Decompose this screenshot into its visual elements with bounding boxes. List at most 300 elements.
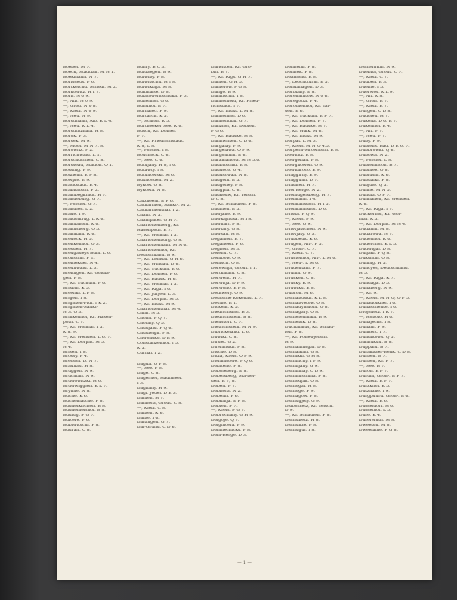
index-entry: —, Neu. F 7. (359, 134, 387, 139)
index-entry: —, Moor. M N 7. 8. (63, 144, 105, 149)
index-entry: Dahnera, Grodt. C 8. (137, 401, 183, 406)
index-entry: Borstmann, Alb. K L 4. (63, 119, 113, 124)
index-entry: —, Kr. Windau. D 6. (137, 263, 180, 268)
index-entry: Bublwitschi. P 8. (63, 424, 100, 429)
index-entry: —, Grod. N 0 8. (63, 105, 97, 110)
index-entry: Brinkenhof, Kr. Hasen- (63, 316, 113, 321)
index-entry: F G 6. (211, 129, 225, 134)
index-entry: —, Alb. N 0 9. (63, 100, 94, 105)
index-entry: Chwolisko. D E 9. (137, 336, 176, 341)
index-entry: Doregotta. P 4. (285, 100, 319, 105)
index-entry: Dubuaiki. F 8. (359, 178, 390, 183)
index-entry: Derwono. E F 8. (211, 286, 247, 291)
index-entry: —, Kreis. P 9. (285, 218, 315, 223)
index-entry: —, Kr. Dorpat. M N 4. (359, 223, 407, 227)
index-entry: Dunäm. F 9. (359, 326, 386, 331)
index-entry: Dargoninm. E 6. (211, 154, 247, 159)
index-entry: Dahlen. H 7. (137, 396, 165, 401)
index-entry: Dschabuskii. K L 8. (285, 296, 328, 301)
index-entry: D 9. (285, 409, 294, 414)
index-entry: —, Kr. 9. (359, 291, 378, 296)
index-entry: —, Kr. Illuxt. M 9. (137, 302, 176, 307)
index-entry: Doboleberg. E 8. (211, 370, 248, 375)
index-column-1 (63, 66, 135, 556)
index-entry: Dutzhane. I 9. (359, 389, 390, 394)
index-entry: Damerow. F G 8. (211, 85, 248, 90)
index-entry: Borisseus. P 6. (63, 80, 96, 85)
index-entry: Bramkahl. K 6. (63, 232, 96, 237)
index-entry: Dolginowa. P 9. (211, 424, 246, 429)
index-entry: Brollschn. P 1. (63, 257, 95, 262)
index-entry: Duuben. E 3. (359, 80, 388, 85)
index-entry: Derwnja. D F 9. (211, 281, 246, 286)
index-entry: D C 8. (211, 198, 225, 203)
index-entry: Duron. E F 7. (359, 370, 389, 375)
index-entry: Demsch. O 8. (211, 262, 241, 267)
index-entry: —, Kr. Wolmar. I 5. (63, 326, 104, 331)
index-entry: Braidolkrug. L K 6. (63, 218, 105, 223)
gazetteer-page (57, 6, 432, 580)
index-entry: richstadt. I 7. (211, 105, 241, 110)
index-entry: Braunau. H 8. (63, 365, 94, 370)
index-entry: Dschabvetow. O 8. (285, 301, 326, 306)
index-entry: Duhnalien, Kr. Wenden. (359, 198, 411, 203)
index-entry: Bredeck. H 5. (63, 237, 94, 242)
index-entry: Bulwitschü. H I 8. (137, 80, 177, 85)
index-entry: Dargelawa. O P 9. (211, 149, 251, 154)
index-entry: Dawnari. F 8. (211, 223, 241, 227)
index-entry: Dobkinja. E F 8. (211, 399, 247, 404)
index-entry: len. F 8. (285, 330, 303, 335)
index-entry: Duchaimus, Kr. Schau- (285, 326, 335, 331)
index-entry: —, Kr. Schaulen. F 8. (211, 203, 257, 208)
index-entry: —, Kr. Riga. K 7. (359, 276, 395, 281)
index-entry: Duckerhof, Kr. Wol- (359, 213, 402, 218)
index-entry: —, Kr. Tuckum. E 6. (137, 268, 181, 273)
index-entry: Bykow. O 8. (137, 183, 163, 188)
index-entry: Buddelkirchen. B 8. (63, 404, 107, 409)
index-entry: Bulwiklaja. M 8. (137, 85, 173, 90)
index-entry: —, Kr. Illuxt. M 9. (285, 134, 324, 139)
index-entry: Dschogal. H 8. (285, 384, 318, 389)
index-entry: —, Kr. Bauske. H 7. (285, 124, 328, 129)
index-entry: Borowitz. P 2. (63, 149, 94, 154)
index-entry: —, Kr. Wenden. L 6. 7. (63, 335, 112, 340)
index-entry: Chudjald. P Q 6. (137, 327, 173, 332)
index-entry: Ditza, Kreis. O P 9. (211, 355, 253, 360)
index-entry: Dudenhof. K 6. (359, 237, 392, 242)
index-entry: Dirwanskii. F 8. (211, 345, 246, 350)
index-entry: Brigen. I 8. (63, 296, 88, 301)
index-entry: Champater. G H 7. (137, 219, 178, 224)
index-entry: Drissa. P Q 9. (285, 213, 315, 218)
index-entry: Dsiborzetz, Kr. Telsch. (285, 404, 334, 409)
index-entry: Dreimannshof. D 6. (285, 208, 328, 213)
index-entry: Duebba, Grodt. C 7. (359, 70, 403, 75)
index-entry: Dschagary. O 8. (285, 311, 320, 316)
index-entry: Dannwitten. C D 6. (211, 139, 253, 144)
index-entry: Doblen. F 7. (211, 404, 238, 409)
index-entry: —, Kleiz. C 8. (137, 406, 167, 411)
index-entry: Dorpat. L M 3. (285, 139, 317, 144)
index-entry: Burtneeker See. K 6. (137, 124, 183, 129)
index-entry: Doamond. E 8. (285, 75, 318, 80)
index-entry: Dertkinam. C 8. (211, 272, 246, 277)
index-column-3 (211, 66, 283, 556)
index-entry: K 5. (137, 346, 146, 351)
index-entry: Brisen. I 8. (63, 350, 87, 355)
index-entry: Dusseldorf. H 6. (359, 404, 395, 409)
index-entry: —, Kr. Bauske. H 8. (211, 134, 254, 139)
index-entry: Buluaegen. B 9. (137, 70, 172, 75)
index-entry: Brackstädt. E 4. (63, 183, 99, 188)
index-entry: —, Kr. Wolmar. I 5. (137, 282, 178, 287)
index-column-4 (285, 66, 357, 556)
index-entry: Duerwes. K L 9. (359, 90, 394, 95)
index-entry: Diedrichshof. B 3. (211, 311, 251, 316)
index-entry: Chudleigh. P 8. (137, 332, 171, 337)
index-entry: —, Leochtturm. E 5. (285, 80, 329, 85)
index-entry: —, Kreis. F G 7. (211, 409, 246, 414)
index-entry: Boeck, Stadtian. M N 1. (63, 70, 116, 75)
index-entry: Born. N 0 9. (63, 95, 90, 100)
index-entry: Dawkajnusa. H I 8. (211, 218, 253, 223)
index-entry: Dobelsberg, Sta-bei- (211, 375, 256, 380)
index-entry: Brade. I 9. (63, 213, 86, 218)
index-entry: —, See. B 7. (359, 365, 386, 370)
index-entry: Dschugur. I 8. (285, 429, 316, 434)
index-entry: —, See. O 9. (285, 223, 312, 227)
index-entry: Dobhera. N 2. (211, 389, 242, 394)
index-entry: Dschoge. F 9. (285, 389, 315, 394)
index-entry: Buchematche. P 8. (63, 399, 104, 404)
index-entry: Drusky. K 9. (285, 281, 312, 286)
index-entry: Dschefehmikii. B 9. (285, 316, 328, 321)
index-entry: Breunwald. L 3. (63, 267, 98, 272)
index-entry: Durzkhof. K 5. (359, 384, 391, 389)
index-entry: Diedrichstein. B 8. (211, 316, 252, 321)
index-entry: Daramanova. M N 5.6. (211, 159, 261, 164)
index-entry: Charlottenburg. O 8. (137, 238, 183, 243)
index-entry: —, Alt. F 7. (359, 129, 384, 134)
index-entry: —, Kr. Bausk. H 6. (137, 278, 177, 283)
index-entry: Dundaga. D 5. (359, 281, 391, 286)
index-entry: Draggirny. E 9. (285, 173, 318, 178)
index-entry: Daudscwaa. N 8. (211, 173, 248, 178)
index-entry: den. E 7, 8. (211, 380, 236, 384)
index-entry: Dükenhof. E 4. (359, 124, 392, 129)
index-entry: Borsseau, Station. O 1. (63, 164, 114, 169)
index-entry: Dethwery. O 9. (211, 291, 244, 296)
index-entry: Durum, Groß-. E F 7. (359, 375, 405, 380)
index-entry: Bruwwiggien. K L 7. (63, 384, 108, 389)
index-entry: Butuhowski. M 6. (137, 173, 176, 178)
index-entry: Buxhovden. M 2. (137, 178, 174, 183)
index-entry: Danillschii. I 8. (211, 95, 244, 100)
index-entry: Buddenfelshof. B 8. (63, 409, 106, 414)
index-entry: Borkowitz. H I 7. (63, 90, 101, 95)
index-entry: Derwent. H 7. (211, 276, 242, 281)
index-entry: Borrichwald. L 1. (63, 154, 101, 159)
index-entry: Daugpia. C 6. (211, 188, 241, 193)
index-entry: Bulatowwitschüka. P 3. (137, 95, 189, 100)
index-entry: Dobelin. P 6. (211, 394, 239, 399)
index-entry: Bramlahom. K 6. (63, 223, 100, 227)
index-entry: Duhne. M N 5. (359, 188, 392, 193)
index-entry: H 9. (285, 340, 295, 345)
index-entry: Calzneem. E F 6. (137, 199, 175, 204)
index-entry: Brabbatsch. F 2. (63, 188, 100, 193)
index-entry: —, Forstel. I 8. (137, 149, 170, 154)
index-entry: Dufjaki. P Q 8. (359, 252, 391, 257)
index-entry: Dunkert. I 7. (359, 330, 387, 335)
index-entry: —, Kleiz. N 0 9. (63, 110, 97, 115)
index-entry: Dudoleü. H 7. (359, 115, 390, 120)
index-entry: Dubjuie. Q 5. (359, 183, 388, 188)
index-entry: Daugeney. P 8. (211, 183, 244, 188)
index-entry: Breugadeys Buln. L 6. (63, 252, 112, 257)
index-entry: Dudarowa. N 7. (359, 232, 394, 237)
index-entry: K 8, L 8. (137, 144, 156, 149)
index-entry: Bruwowitzki. H 6. (63, 380, 103, 384)
index-entry: Dannenfeld, Kr. Fried- (211, 100, 260, 105)
index-entry: Dickeln. K 5. (211, 306, 239, 311)
index-entry: Dure. K 4. (359, 414, 382, 419)
index-entry: Borok. P 3. (63, 134, 88, 139)
index-entry: Drustenhof, Alt-. L M 6. (285, 257, 337, 262)
index-entry: Dudanni. M 8. (359, 227, 391, 232)
index-entry: Butawty. I 8. (137, 169, 165, 174)
index-entry: sen. E 6. (285, 110, 304, 115)
index-entry: Durakbaer-Benk. C D 8. (359, 350, 412, 355)
index-entry: Bruggen. N 9. (63, 370, 94, 375)
index-entry: —, Schloß. K 5. (137, 119, 171, 124)
index-entry: —, Neu. K L 4. (63, 124, 95, 129)
index-entry: Dubienhicon. B 7. (359, 164, 398, 169)
index-entry: Dalwitten. Kr. Gro- (211, 66, 252, 70)
index-entry: Durben. B 7. (359, 355, 387, 360)
index-entry: Dubowa. N 2. (359, 154, 389, 159)
index-entry: Durben, Kr. F 7. (359, 360, 395, 365)
index-entry: Brigitten-Fidl. I K 2. (63, 301, 107, 306)
index-entry: Brannsberg. O 5. (63, 227, 101, 232)
index-entry: —, Groß-. C 7. (285, 247, 316, 252)
index-entry: Brucman. N 9. (63, 375, 95, 380)
index-entry: Butujany. H 8, I 6. (137, 164, 177, 169)
index-entry: —, See. P 8. (137, 367, 164, 372)
index-entry: —, Kleiz. C 7. (359, 75, 389, 80)
index-entry: Dschubetz. H 8. (285, 419, 320, 424)
index-entry: —, Groß. E 7. (359, 100, 389, 105)
index-entry: Dreimansdorf. H I 5. (285, 203, 330, 208)
index-entry: Dorblany. E 8. (285, 90, 316, 95)
index-entry: Daudeco. O 4. (211, 169, 242, 174)
index-entry: Dannukuu. B 8. (359, 340, 393, 345)
index-entry: Bresden. H 7. (63, 247, 93, 252)
index-entry: —, Kr. Walk. M 6. (285, 129, 323, 134)
index-entry: Hasenpoth. E 7. (137, 229, 172, 233)
index-entry: Dannenthal. G 7. (211, 119, 248, 124)
index-entry: Drei Berge. N 2. (285, 188, 321, 193)
index-column-5-visible (359, 66, 429, 556)
index-entry: —, Kr. Rigs. G H 7. (211, 75, 252, 80)
index-entry: Diwanisowe. P Q 6. (211, 360, 254, 365)
index-entry: Dukshtin. O 8. (359, 257, 391, 262)
index-entry: —, Kleiz. C 7. (285, 252, 315, 257)
index-entry: Drullin. O 9. (285, 272, 312, 277)
index-entry: Dunaberg. N 9. (359, 286, 393, 291)
index-entry: Chaili. N 5. (137, 214, 162, 219)
index-entry: Deville. E 1. (211, 301, 238, 306)
index-entry: Dulling. H 5. (359, 262, 387, 267)
index-entry: N 4. (63, 345, 73, 350)
index-entry: Brandeburg. G 7. (63, 198, 101, 203)
index-entry: Catharinenthal. I 2. (137, 209, 180, 214)
index-entry: Dueine. I 5. (359, 85, 385, 90)
index-entry: Dschwirkin. N 9. (359, 66, 396, 70)
index-entry: Boxhelm. E F 8. (63, 173, 98, 178)
index-entry: Dagliany. H 9. (137, 387, 168, 392)
index-entry: —, Forstel. G 7. (63, 203, 97, 208)
index-entry: Derewnja, Grodt. I 1. (211, 267, 258, 272)
index-entry: K 6. (359, 203, 368, 208)
index-entry: Buche. K 6. (63, 394, 89, 399)
index-entry: H 5. (359, 272, 369, 277)
index-entry: Brandies. L 2. (63, 208, 94, 213)
index-entry: —, Neu-. L M 6. (285, 262, 320, 267)
index-entry: Budrait. C 8. (63, 429, 91, 434)
index-entry: Dörpern-Mrowitsch. E 8. (285, 149, 340, 154)
index-entry: Charlottenberg, Kr. (137, 224, 180, 229)
index-entry: Dienstorf. C 7. (211, 321, 243, 326)
index-entry: —, Hobolo. H 6. (359, 316, 394, 321)
index-entry: —, Kr. Tuchum. F 6. (63, 281, 107, 286)
index-entry: Daiben. K 6. (137, 411, 164, 416)
index-entry: Dorehmiltow. N 0 6. (285, 95, 329, 100)
index-entry: Dowgelian. F 8. (285, 159, 320, 164)
index-entry: Dragguhn. D 7. (285, 178, 319, 183)
index-entry: Dagernet, Hadimeel. (137, 377, 183, 382)
index-entry: —, Kleiz. E F 7. (359, 380, 393, 384)
index-entry: Dreiflügelsberg. H 7. (285, 193, 331, 198)
index-entry: Dschalkini. G 8. (285, 350, 320, 355)
index-entry: —, Kreis. M N O 4.5. (285, 144, 331, 149)
index-entry: Durgpuuru. Groß-. E 6. (359, 394, 410, 399)
index-entry: Domnechicks. P 8. (211, 429, 252, 434)
index-entry: Brewikl. L P 8. (63, 291, 96, 296)
index-entry: F 7. (137, 134, 146, 139)
index-entry: —, Kr. Lemsal. G H 6. (137, 258, 184, 263)
index-entry: Dannenhof. D 6. (211, 115, 247, 120)
index-entry: Brisbin. K 5. (63, 286, 91, 291)
index-entry: Donnelhl. F 8. (285, 66, 316, 70)
index-entry: Brynne. N 8. (63, 389, 91, 394)
index-entry: Dschebik. D 8. (285, 321, 317, 326)
index-entry: Borsek. M 9. (63, 139, 91, 144)
index-entry: Dschagow. P 8. (285, 394, 318, 399)
index-entry: Dschodjak. O 8. (285, 380, 320, 384)
index-entry: Dschlifchy. I P 9. (285, 360, 322, 365)
index-entry: Duliuia. O P 7. (359, 193, 391, 198)
index-entry: Catharinen, Sankt-. M 2. (137, 204, 191, 209)
index-entry: Boebel. M 7. (63, 66, 91, 70)
index-entry: Danzhof, Kr. Doblen. (211, 124, 256, 129)
index-entry: Dal-Grund. C D 6. (137, 426, 176, 431)
index-entry: Dische. D 8. (211, 350, 238, 355)
index-entry: —, Forstel. L 8. (359, 159, 393, 164)
index-entry: Dschmfschina. F 8. (285, 375, 327, 380)
index-entry: Brenligen. Kr. Goldla- (63, 272, 111, 277)
index-entry: Dirdet. G 2. (211, 340, 237, 345)
index-entry: Burtarch. K 5. (137, 115, 168, 120)
index-entry: Daugeln. E 5. (211, 178, 241, 183)
index-entry: Bundhof. E 7. (137, 105, 167, 110)
index-entry: Dagda. O P 8. (137, 362, 168, 367)
index-entry: Delenu. C 7. (211, 252, 238, 257)
index-entry: —, Neu. N 9. (63, 115, 92, 120)
index-entry: Dawtary. G 8. (211, 227, 241, 232)
index-entry: —, Kr. Tuckum. E F 7. (285, 115, 333, 120)
index-entry: Dage. C 8. (137, 372, 160, 377)
index-entry: Dreimann. I 4. (285, 198, 317, 203)
index-entry: Dondanagen. D 3. (285, 85, 325, 90)
index-entry: Deutsche Kokenau. L 7. (211, 296, 263, 301)
index-entry: —, Kr. Riga. I 7. (359, 208, 394, 213)
index-entry: Dorothenhof, Kr. Tal- (285, 105, 331, 110)
index-entry: Doben. F 7. (211, 384, 237, 389)
index-entry: Dubiushi. K 6. (359, 173, 390, 178)
index-entry: Drugen, Alt-. P 5. (285, 242, 323, 247)
index-entry: Dietrichstein. M N 9. (211, 326, 258, 331)
index-entry: bin. B 7. (211, 70, 230, 75)
index-entry: Dradhen. H 7. (285, 183, 316, 188)
index-entry: Downitz. E 8. (285, 154, 315, 159)
index-entry: Bowple. E 9. (63, 178, 91, 183)
index-entry: —, See. C 6. (137, 159, 164, 164)
index-entry: —, Alt. K 8. (359, 95, 384, 100)
index-entry: Bullenhof. G 6. (137, 100, 170, 105)
index-entry: Dembow. O 9. (211, 257, 242, 262)
index-entry: Duncyes, Deutschland. (359, 267, 409, 272)
index-entry: Boekmann. N 7. (63, 75, 99, 80)
index-entry: Curnal. I 2. (137, 351, 162, 356)
index-entry: Charlottenthal. M 4. (137, 307, 182, 312)
index-entry: Degaheen. F 6. (211, 242, 245, 247)
index-entry: Daubitschki. E 8. (211, 164, 249, 169)
index-entry: Dilwiki. C 8. (211, 335, 238, 340)
index-entry: Brigitten-Sankt- (63, 306, 98, 311)
index-entry: Dauflien. E 5. (211, 208, 241, 213)
index-entry: Dowgilowen. O 9. (285, 164, 324, 169)
index-entry: N 3. O 3. (63, 311, 83, 316)
index-entry: Dubron. M 6. (285, 291, 314, 296)
index-entry: —, Kr. Friedrichstadt. (137, 139, 185, 144)
index-entry: Budlug. F G 7. (63, 414, 95, 419)
index-column-2 (137, 66, 209, 556)
index-entry: Dolateno. F 8. (211, 365, 242, 370)
index-entry: Drojsdetz. I K 7. (359, 311, 395, 316)
index-entry: Drudentahl. F 7. (285, 267, 321, 272)
index-entry: Dom-Berge. D 3. (211, 433, 248, 438)
index-entry: —, Kr. Riga. I 6. (137, 287, 172, 292)
index-entry: Drisvjatschen. N 9. (285, 227, 327, 232)
index-entry: Drisvjaty. O 3. (285, 232, 316, 237)
index-entry: Dalbe. I 6. (137, 416, 160, 421)
index-entry: Constanzenhof. I 5. (137, 341, 180, 346)
index-entry: Damen. G H 5. (211, 80, 244, 85)
index-entry: —, Kr. Wolmar. I 5. (137, 233, 178, 238)
index-entry: Charlottenhain. M N 6. (137, 243, 188, 248)
